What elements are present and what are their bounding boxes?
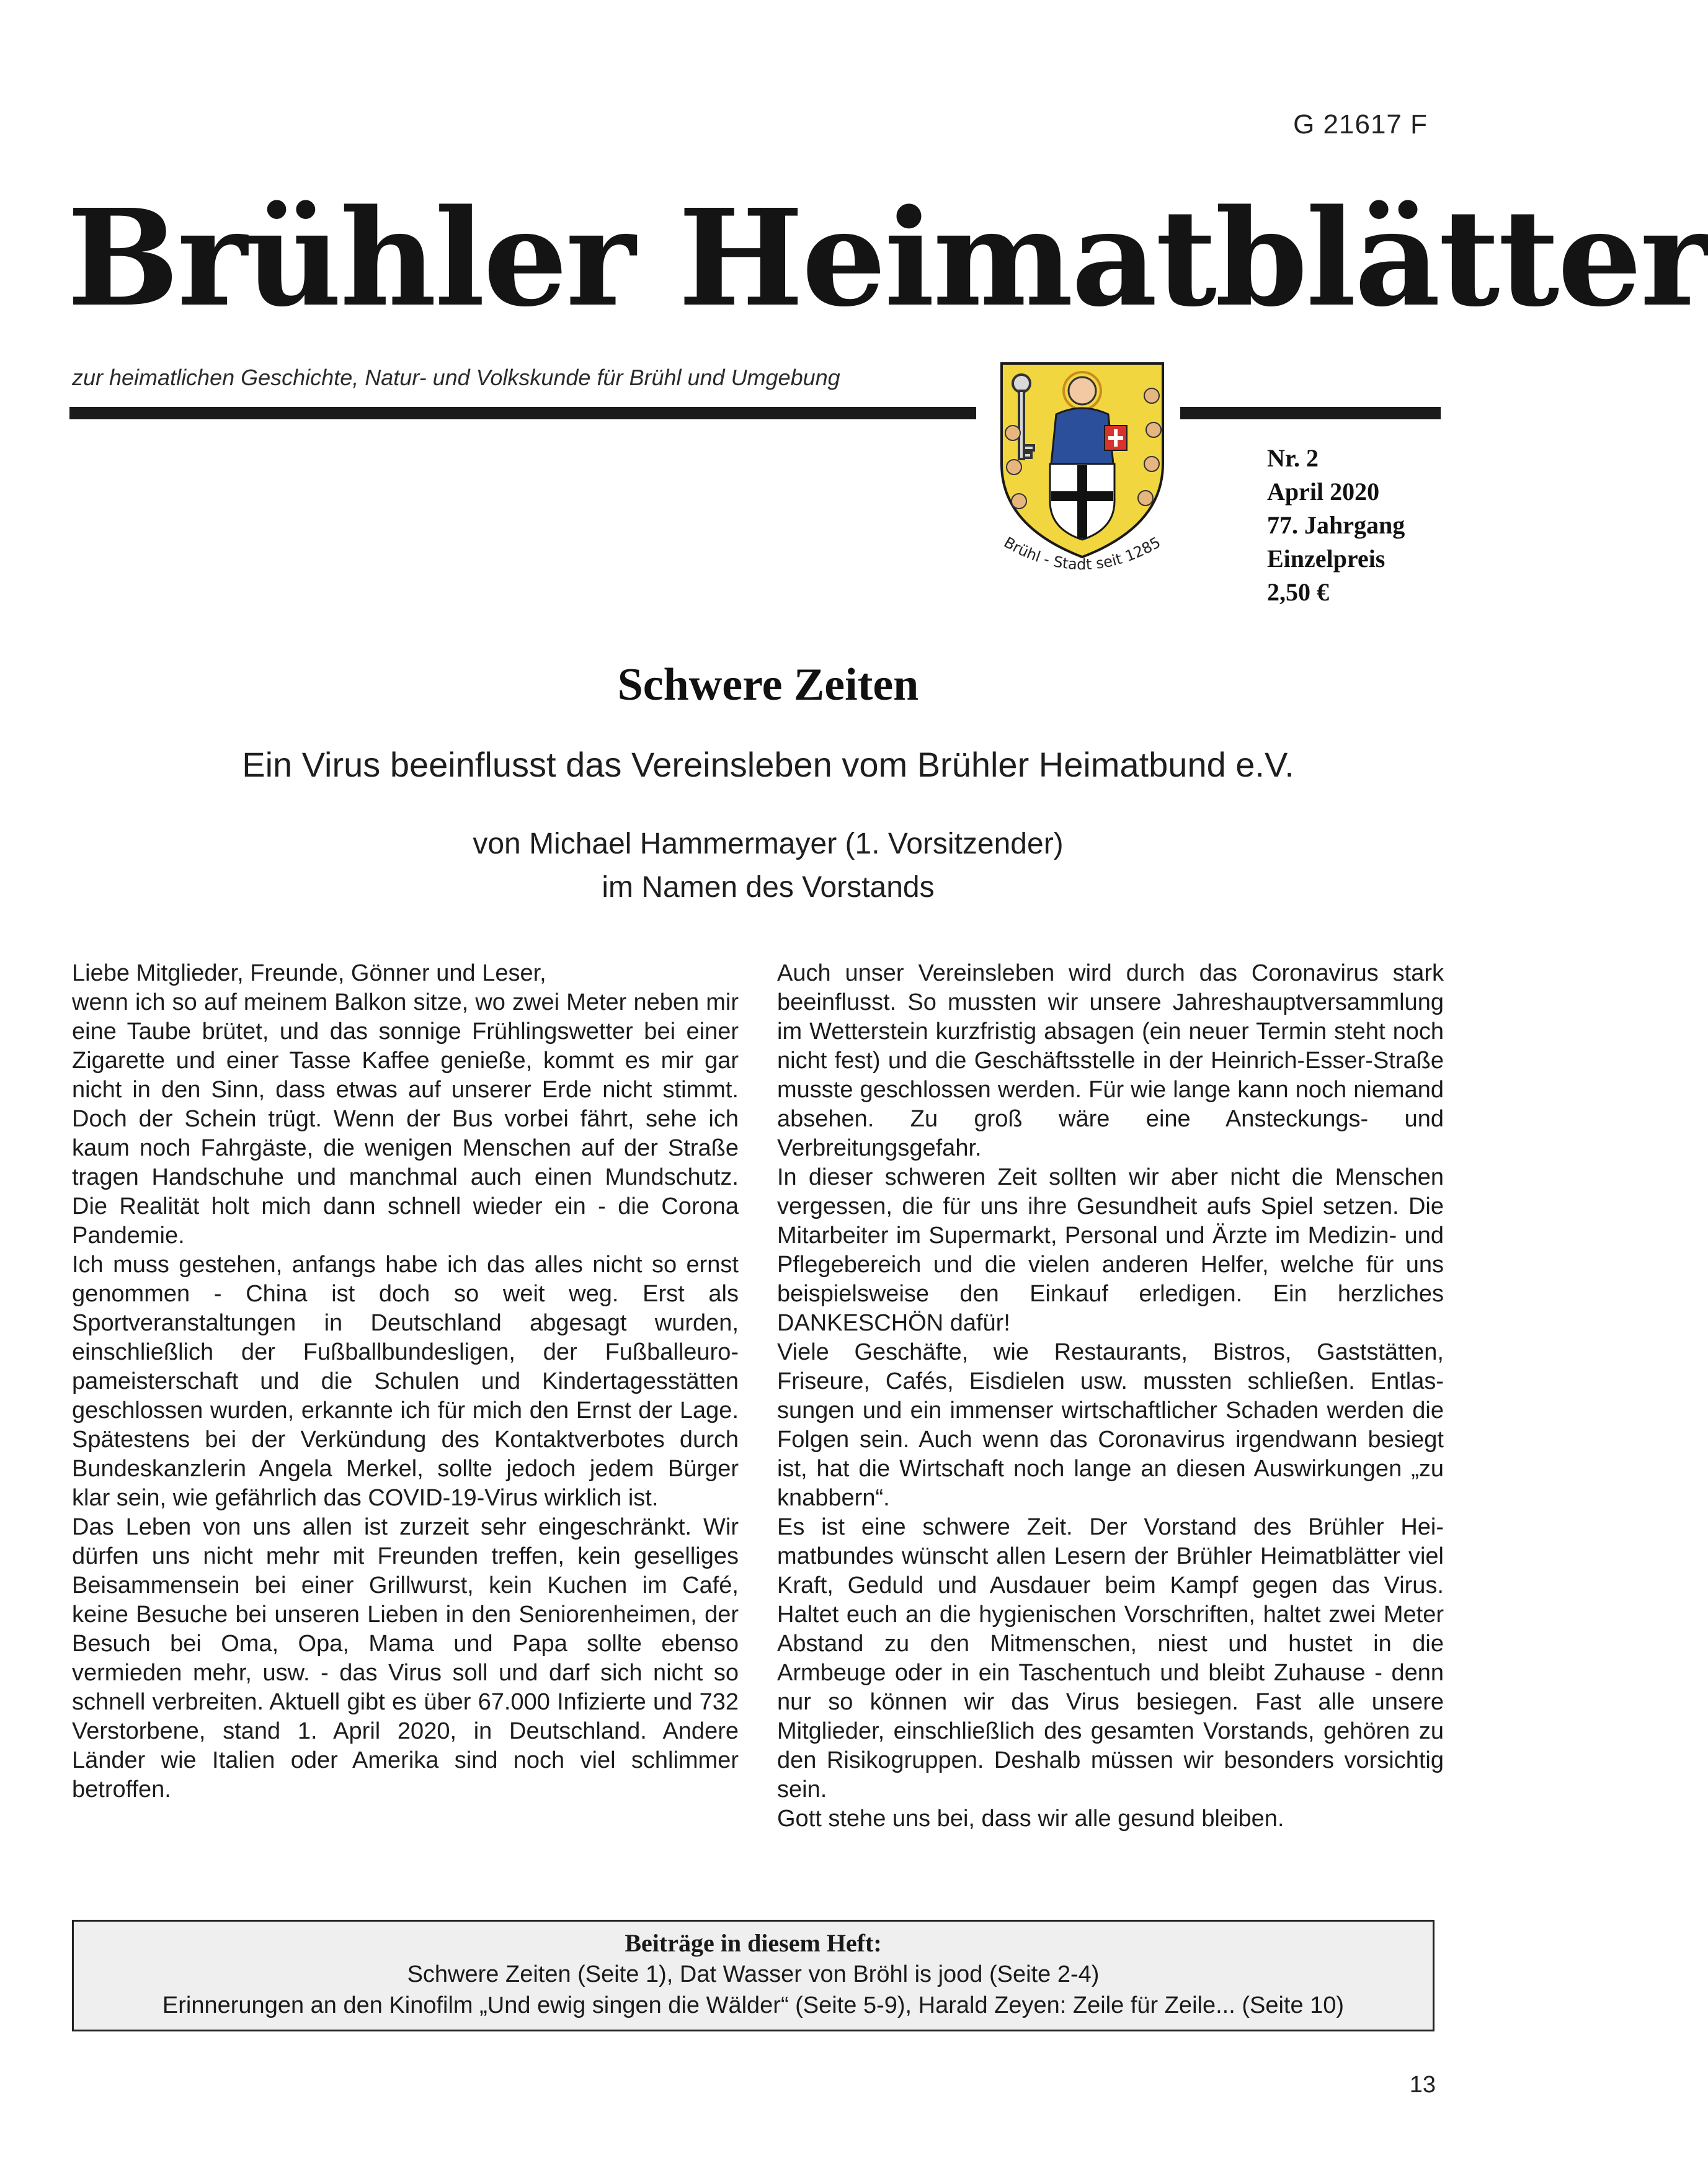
article-subheadline: Ein Virus beeinflusst das Vereinsleben vom Brühler Heimatbund e.V. — [242, 745, 1294, 784]
article-column-right — [777, 959, 1444, 1834]
masthead-title: Brühler Heimatblätter — [67, 181, 1708, 336]
byline-author: von Michael Hammermayer (1. Vorsitzender) — [473, 827, 1064, 860]
masthead-subtitle: zur heimatlichen Geschichte, Natur- und Volkskunde für Brühl und Umgebung — [72, 365, 840, 390]
paragraph: Auch unser Vereinsleben wird durch das Coronavirus stark beeinflusst. So mussten wir unsere Jahreshauptversammlung im Wetterstein kurzfristig absagen (ein neuer Termin steht noch nicht fest) und die Geschäftsstelle in der Heinrich-Esser-Straße musste geschlossen werden. Für wie lange kann noch niemand absehen. Zu groß wäre eine Ansteckungs- und Verbreitungsgefahr. — [777, 960, 1444, 1161]
article-column-left — [72, 959, 739, 1804]
byline-on-behalf: im Namen des Vorstands — [602, 871, 935, 904]
masthead-rule-right — [1180, 407, 1441, 419]
contents-line: Schwere Zeiten (Seite 1), Dat Wasser von Bröhl is jood (Seite 2-4) — [407, 1961, 1100, 1987]
paragraph: wenn ich so auf meinem Balkon sitze, wo zwei Meter neben mir eine Taube brütet, und das sonnige Frühlingswetter bei einer Zigarette und einer Tasse Kaffee genieße, kommt es mir gar nicht in den Sinn, dass etwas auf unserer Erde nicht stimmt. Doch der Schein trügt. Wenn der Bus vorbei fährt, sehe ich kaum noch Fahrgäste, die wenigen Menschen auf der Straße tragen Handschuhe und manchmal auch einen Mundschutz. Die Realität holt mich dann schnell wieder ein - die Corona Pandemie. — [72, 989, 739, 1249]
issue-info — [1267, 442, 1405, 609]
page-number: 13 — [1409, 2072, 1436, 2098]
issue-number: Nr. 2 — [1267, 444, 1319, 472]
paragraph: Ich muss gestehen, anfangs habe ich das alles nicht so ernst genommen - China ist doch so weit weg. Erst als Sportveranstaltungen in Deutschland abgesagt wurden, einschließlich der Fußballbundesligen, der Fußballeuropameisterschaft und die Schulen und Kindertagesstätten geschlossen wurden, erkannte ich für mich den Ernst der Lage. Spätestens bei der Verkündung des Kontaktverbotes durch Bundeskanzlerin Angela Merkel, sollte jedoch jedem Bürger klar sein, wie gefährlich das COVID-19-Virus wirklich ist. — [72, 1252, 739, 1511]
paragraph: Das Leben von uns allen ist zurzeit sehr eingeschränkt. Wir dürfen uns nicht mehr mit Freunden treffen, kein geselliges Beisammensein bei einer Grillwurst, kein Kuchen im Café, keine Besuche bei unseren Lieben in den Seniorenheimen, der Besuch bei Oma, Opa, Mama und Papa sollte ebenso vermieden mehr, usw. - das Virus soll und darf sich nicht so schnell verbreiten. Aktuell gibt es über 67.000 Infizierte und 732 Verstorbene, stand 1. April 2020, in Deutschland. Andere Länder wie Italien oder Amerika sind noch viel schlimmer betroffen. — [72, 1514, 739, 1803]
issue-price: 2,50 € — [1267, 578, 1329, 606]
contents-title: Beiträge in diesem Heft: — [625, 1929, 882, 1957]
paragraph: Gott stehe uns bei, dass wir alle gesund bleiben. — [777, 1806, 1284, 1832]
bruehl-coat-of-arms-icon — [989, 359, 1175, 619]
masthead-rule-left — [69, 407, 976, 419]
coat-of-arms-caption: Brühl - Stadt seit 1285 — [1000, 533, 1164, 574]
contents-line: Erinnerungen an den Kinofilm „Und ewig singen die Wälder“ (Seite 5-9), Harald Zeyen: Zeile für Zeile... (Seite 10) — [162, 1992, 1345, 2018]
article-headline: Schwere Zeiten — [617, 659, 919, 710]
issue-price-label: Einzelpreis — [1267, 545, 1386, 573]
paragraph: In dieser schweren Zeit sollten wir aber nicht die Menschen vergessen, die für uns ihre Gesundheit aufs Spiel setzen. Die Mitarbeiter im Supermarkt, Personal und Ärzte im Medizin- und Pflegebereich und die vielen anderen Helfer, welche für uns beispielsweise den Einkauf erledigen. Ein herzliches DANKESCHÖN dafür! — [777, 1164, 1444, 1336]
contents-box — [72, 1920, 1434, 2031]
article-byline — [0, 822, 1536, 909]
paragraph: Es ist eine schwere Zeit. Der Vorstand des Brühler Heimatbundes wünscht allen Lesern der Brühler Heimatblätter viel Kraft, Geduld und Ausdauer beim Kampf gegen das Virus. Haltet euch an die hygienischen Vorschriften, haltet zwei Meter Abstand zu den Mitmenschen, niest und hustet in die Armbeuge oder in ein Taschentuch und bleibt Zuhause - denn nur so können wir das Virus besiegen. Fast alle unsere Mitglieder, einschließlich des gesamten Vorstands, gehören zu den Risikogruppen. Deshalb müssen wir besonders vorsichtig sein. — [777, 1514, 1444, 1803]
issue-volume: 77. Jahrgang — [1267, 511, 1405, 539]
paragraph: Viele Geschäfte, wie Restaurants, Bistros, Gaststätten, Friseure, Cafés, Eisdielen usw. mussten schließen. Entlassungen und ein immenser wirtschaftlicher Schaden werden die Folgen sein. Auch wenn das Coronavirus irgendwann besiegt ist, hat die Wirtschaft noch lange an diesen Auswirkungen „zu knabbern“. — [777, 1339, 1444, 1511]
registration-number: G 21617 F — [1293, 109, 1428, 140]
paragraph: Liebe Mitglieder, Freunde, Gönner und Leser, — [72, 960, 546, 986]
issue-date: April 2020 — [1267, 478, 1380, 506]
